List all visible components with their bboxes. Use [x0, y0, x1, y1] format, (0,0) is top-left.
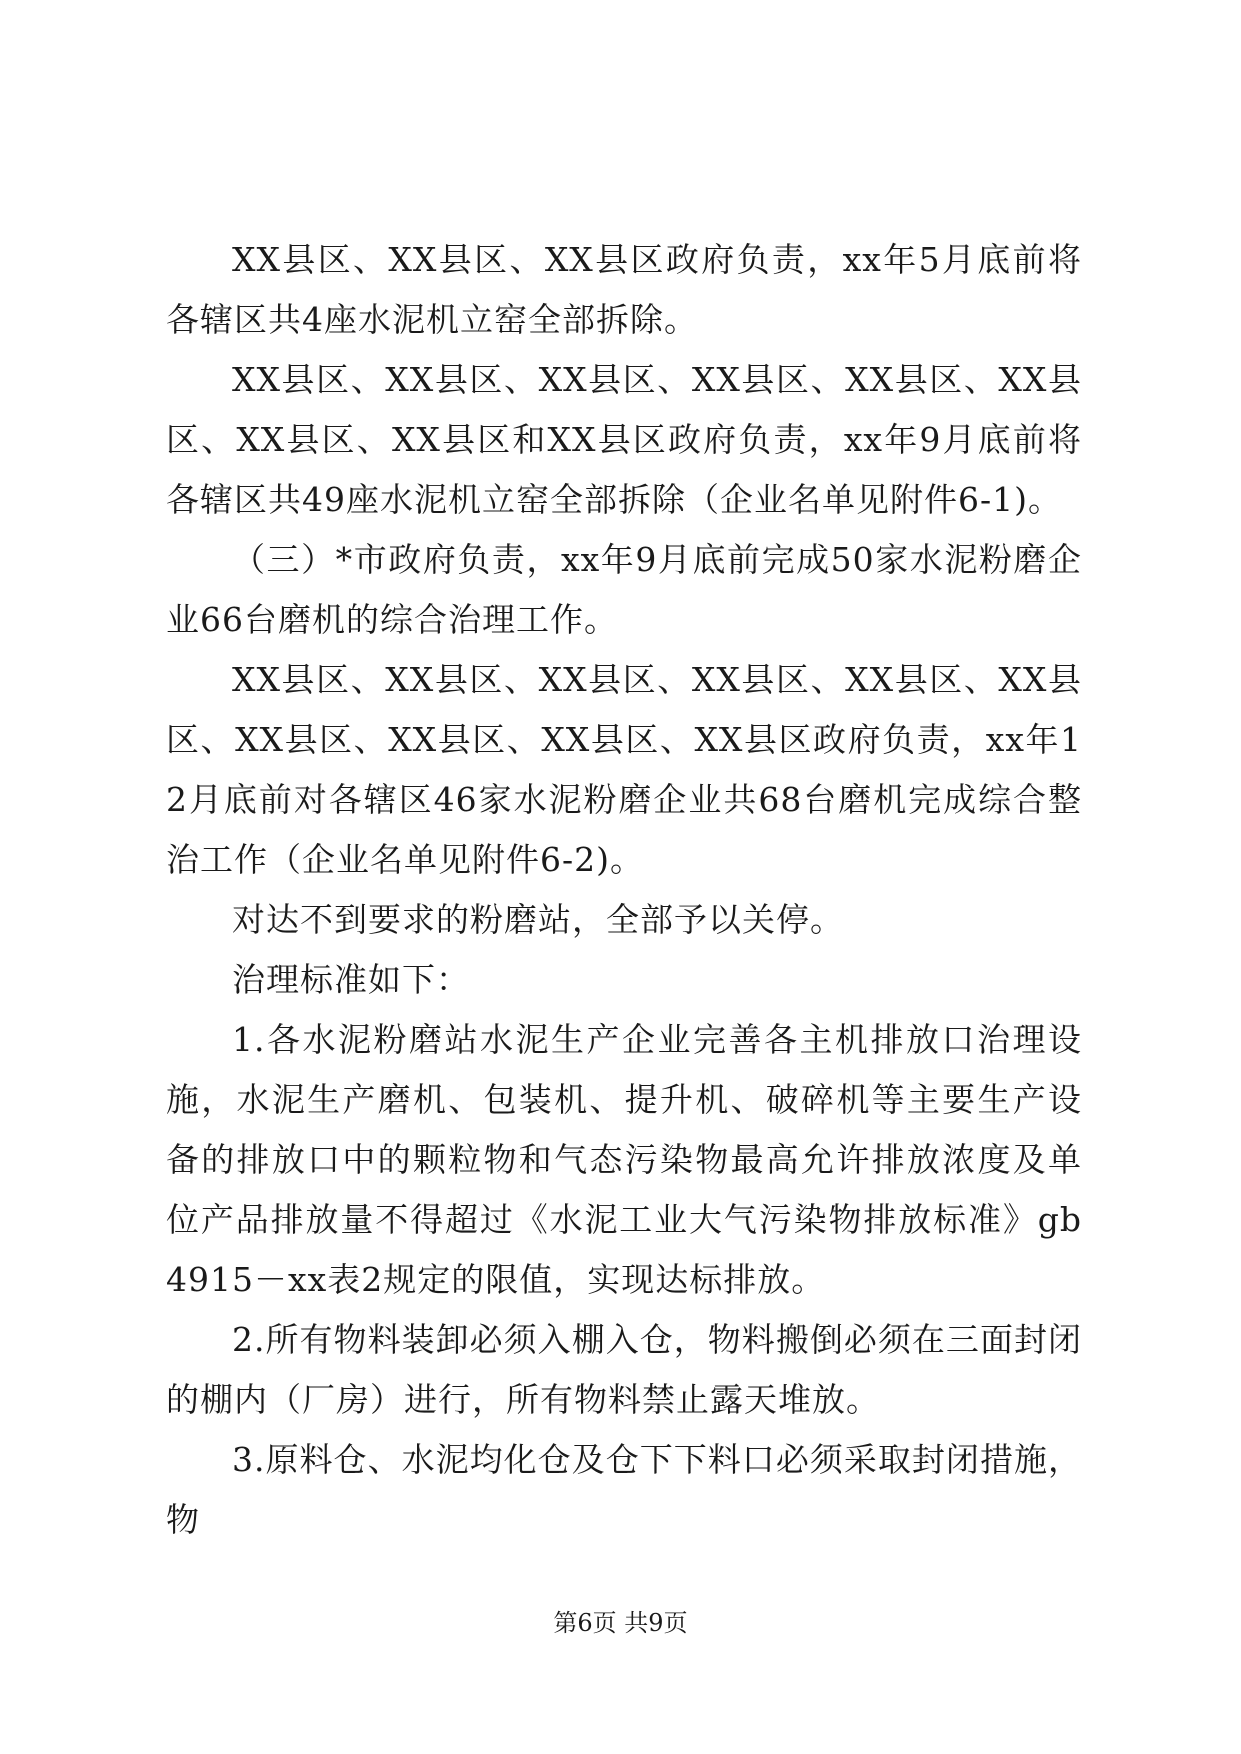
paragraph-standards-heading: 治理标准如下： — [232, 960, 470, 999]
paragraph-standard-1: 1.各水泥粉磨站水泥生产企业完善各主机排放口治理设施，水泥生产磨机、包装机、提升机、破碎机等主要生产设备的排放口中的颗粒物和气态污染物最高允许排放浓度及单位产品排放量不得超过《水泥工业大气污染物排放标准》gb4915－xx表2规定的限值，实现达标排放。 — [166, 1020, 1082, 1299]
paragraph-county-demolition-may: XX县区、XX县区、XX县区政府负责，xx年5月底前将各辖区共4座水泥机立窑全部拆除。 — [166, 240, 1082, 339]
paragraph-section-three: （三）*市政府负责，xx年9月底前完成50家水泥粉磨企业66台磨机的综合治理工作。 — [166, 540, 1082, 639]
paragraph-standard-2: 2.所有物料装卸必须入棚入仓，物料搬倒必须在三面封闭的棚内（厂房）进行，所有物料禁止露天堆放。 — [166, 1320, 1082, 1419]
paragraph-county-demolition-september: XX县区、XX县区、XX县区、XX县区、XX县区、XX县区、XX县区、XX县区和XX县区政府负责，xx年9月底前将各辖区共49座水泥机立窑全部拆除（企业名单见附件6-1)。 — [166, 360, 1082, 519]
document-body — [166, 230, 1082, 1550]
paragraph-county-rectification-december: XX县区、XX县区、XX县区、XX县区、XX县区、XX县区、XX县区、XX县区、XX县区、XX县区政府负责，xx年12月底前对各辖区46家水泥粉磨企业共68台磨机完成综合整治工作（企业名单见附件6-2)。 — [166, 660, 1082, 879]
paragraph-shutdown-notice: 对达不到要求的粉磨站，全部予以关停。 — [232, 900, 844, 939]
paragraph-standard-3: 3.原料仓、水泥均化仓及仓下下料口必须采取封闭措施，物 — [166, 1440, 1082, 1539]
page-number-label: 第6页 共9页 — [553, 1609, 688, 1637]
page-footer — [0, 1608, 1241, 1638]
